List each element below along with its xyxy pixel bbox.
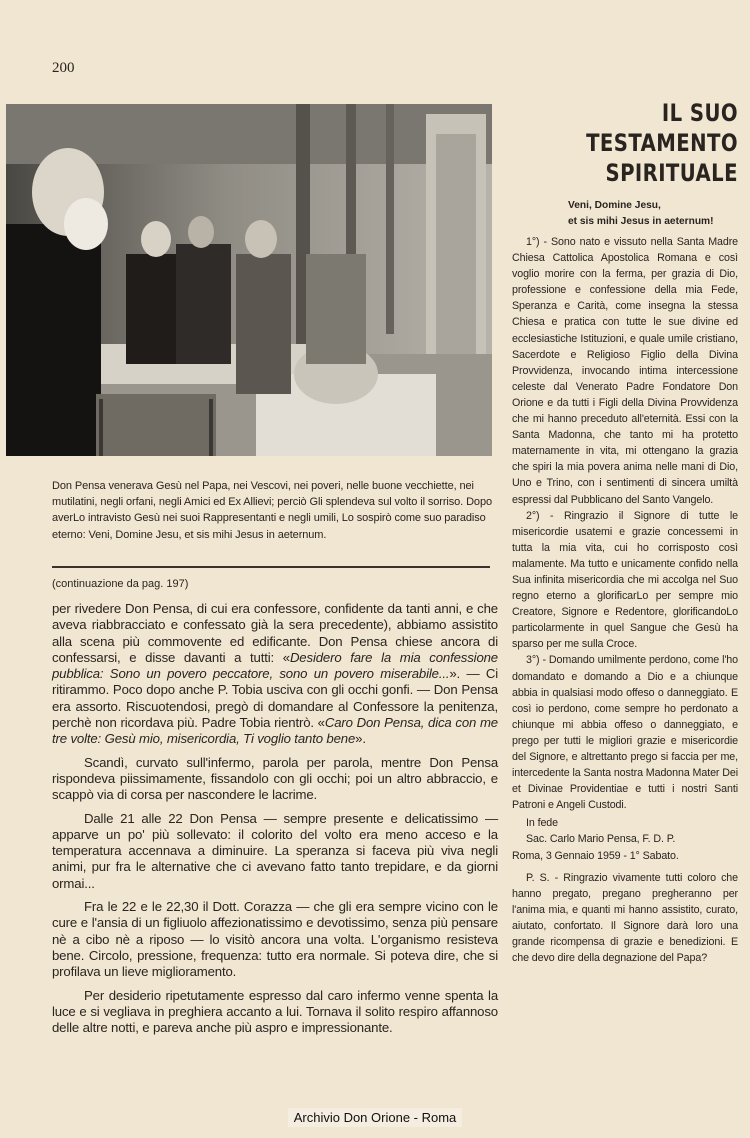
- paragraph: Dalle 21 alle 22 Don Pensa — sempre presente e delicatissimo — apparve un po' più sollevato: il colorito del volto era meno acceso e la temperatura accennava a diminuire. La speranza si faceva più viva negli animi, pur fra le alternative che ci avevano fatto tanto trepidare, e da giorni ormai...: [52, 810, 498, 891]
- paragraph: Fra le 22 e le 22,30 il Dott. Corazza — che gli era sempre vicino con le cure e l'ansia di un figliuolo affezionatissimo e devotissimo, senza più pensare nè a cibo nè a riposo — lo visitò ancora una volta. L'organismo resisteva bene. Circolo, pressione, frequenza: tutto era normale. Si poteva dire, che si profilava un lieve miglioramento.: [52, 899, 498, 980]
- text: per rivedere Don Pensa, di cui era confessore, confidente da tanti anni, e che aveva riabbracciato e confessato già la sera precedente), abbiamo assistito alla scena più commovente ed edificante. Don Pensa chiese ancora di confessarsi, e disse davanti a tutti: «: [52, 601, 498, 665]
- photo-hospital-scene: [6, 104, 492, 456]
- testament-text: [512, 234, 738, 966]
- postscript: P. S. - Ringrazio vivamente tutti coloro che hanno pregato, pregano pregheranno per l'anima mia, e quanti mi hanno assistito, curato, aiutato, confortato. Il Signore darà loro una grande ricompensa di grazie e benedizioni. E che devo dire della degnazione del Papa?: [512, 871, 738, 965]
- quote: Desidero fare la mia confessione pubblica: Sono un povero peccatore, sono un povero miserabile...: [52, 649, 498, 682]
- signature-name: Sac. Carlo Mario Pensa, F. D. P.: [526, 833, 676, 846]
- title-line: SPIRITUALE: [605, 159, 738, 187]
- text: ». — Ci ritirammo. Poco dopo anche P. Tobia usciva con gli occhi gonfi. — Don Pensa era assorto. Riscuotendosi, pregò di domandare al Confessore la penitenza, perchè non ricordava più. Padre Tobia rientrò. «: [52, 666, 498, 731]
- paragraph: Per desiderio ripetutamente espresso dal caro infermo venne spenta la luce e si vegliava in preghiera accanto a lui. Tornava il solito respiro affannoso delle altre notti, e pareva anche più aspro e impressionante.: [52, 987, 498, 1036]
- text: ».: [355, 731, 366, 747]
- signature-date: Roma, 3 Gennaio 1959 - 1° Sabato.: [512, 849, 679, 862]
- photo-caption: Don Pensa venerava Gesù nel Papa, nei Vescovi, nei poveri, nelle buone vecchiette, nei mutilatini, negli orfani, negli Amici ed Ex Allievi; perciò Gli splendeva sul volto il sorriso. Dopo averLo intravisto Gesù nei suoi Rappresentanti e negli umili, Lo sospirò come suo paradiso eterno: Veni, Domine Jesu, et sis mihi Jesus in aeternum.: [52, 480, 492, 541]
- motto: [512, 198, 738, 230]
- archive-footer: [0, 1110, 750, 1125]
- testament-title: [517, 98, 738, 188]
- motto-line: et sis mihi Jesus in aeternum!: [568, 216, 714, 227]
- photo-hospital-scene-icon: [6, 104, 492, 456]
- signature-fede: In fede: [526, 817, 558, 830]
- motto-line: Veni, Domine Jesu,: [568, 200, 661, 211]
- title-line: IL SUO TESTAMENTO: [586, 99, 738, 157]
- divider: [52, 566, 490, 568]
- page-number: 200: [52, 60, 75, 76]
- continuation-note: (continuazione da pag. 197): [52, 578, 189, 590]
- quote: Caro Don Pensa, dica con me tre volte: Gesù mio, misericordia, Ti voglio tanto bene: [52, 715, 498, 747]
- paragraph: 3°) - Domando umilmente perdono, come l'ho domandato e domando a Dio e a chiunque abbia in qualsiasi modo offeso o danneggiato. E così io perdono, come sempre ho perdonato a chiunque mi abbia offeso o danneggiato, e prego per tutti le migliori grazie e misericordie del Signore, e altrettanto prego si faccia per me, intercedente la Santa nostra Madonna Mater Dei et Divinae Providentiae e tutti i nostri Santi Patroni e Angeli Custodi.: [512, 654, 738, 812]
- footer-text: Archivio Don Orione - Roma: [288, 1108, 463, 1127]
- testament-column: [512, 98, 738, 966]
- paragraph: 2°) - Ringrazio il Signore di tutte le misericordie usatemi e grazie concessemi in tutta la mia vita, cui ho corrisposto così malamente. Ma tutto e unicamente confido nella Sua infinita misericordia che mi accolga nel Suo regno eterno a glorificarLo per sempre mio Creatore, Signore e Redentore, glorificandoLo particolarmente in quel Sangue che Gesù ha sparso per me sulla Croce.: [512, 509, 738, 651]
- paragraph: [52, 601, 498, 748]
- paragraph: 1°) - Sono nato e vissuto nella Santa Madre Chiesa Cattolica Apostolica Romana e così voglio morire con la ferma, per grazia di Dio, professione e confessione della mia Fede, Speranza e Carità, come insegna la stessa Chiesa e pratica con tutte le sue divine ed ecclesiastiche Istituzioni, e quale umile cristiano, Sacerdote e Religioso Figlio della Divina Provvidenza, invocando intima intercessione celeste dal Venerato Padre Fondatore Don Orione e da tutti i Figli della Divina Provvidenza che mi hanno preceduto all'eternità. Essi con la Santa Madonna, che tanto mi ha protetto maternamente in vita, mi ottengano la grazia che spiri la mia povera anima nelle mani di Dio, Uno e Trino, con i sentimenti di sincera umiltà espressi dal Pubblicano del Santo Vangelo.: [512, 236, 738, 506]
- paragraph: Scandì, curvato sull'infermo, parola per parola, mentre Don Pensa rispondeva piissimamente, fissandolo con gli occhi; poi un altro abbraccio, e scappò via di corsa per nascondere le lacrime.: [52, 754, 498, 803]
- article-body: [52, 601, 498, 1043]
